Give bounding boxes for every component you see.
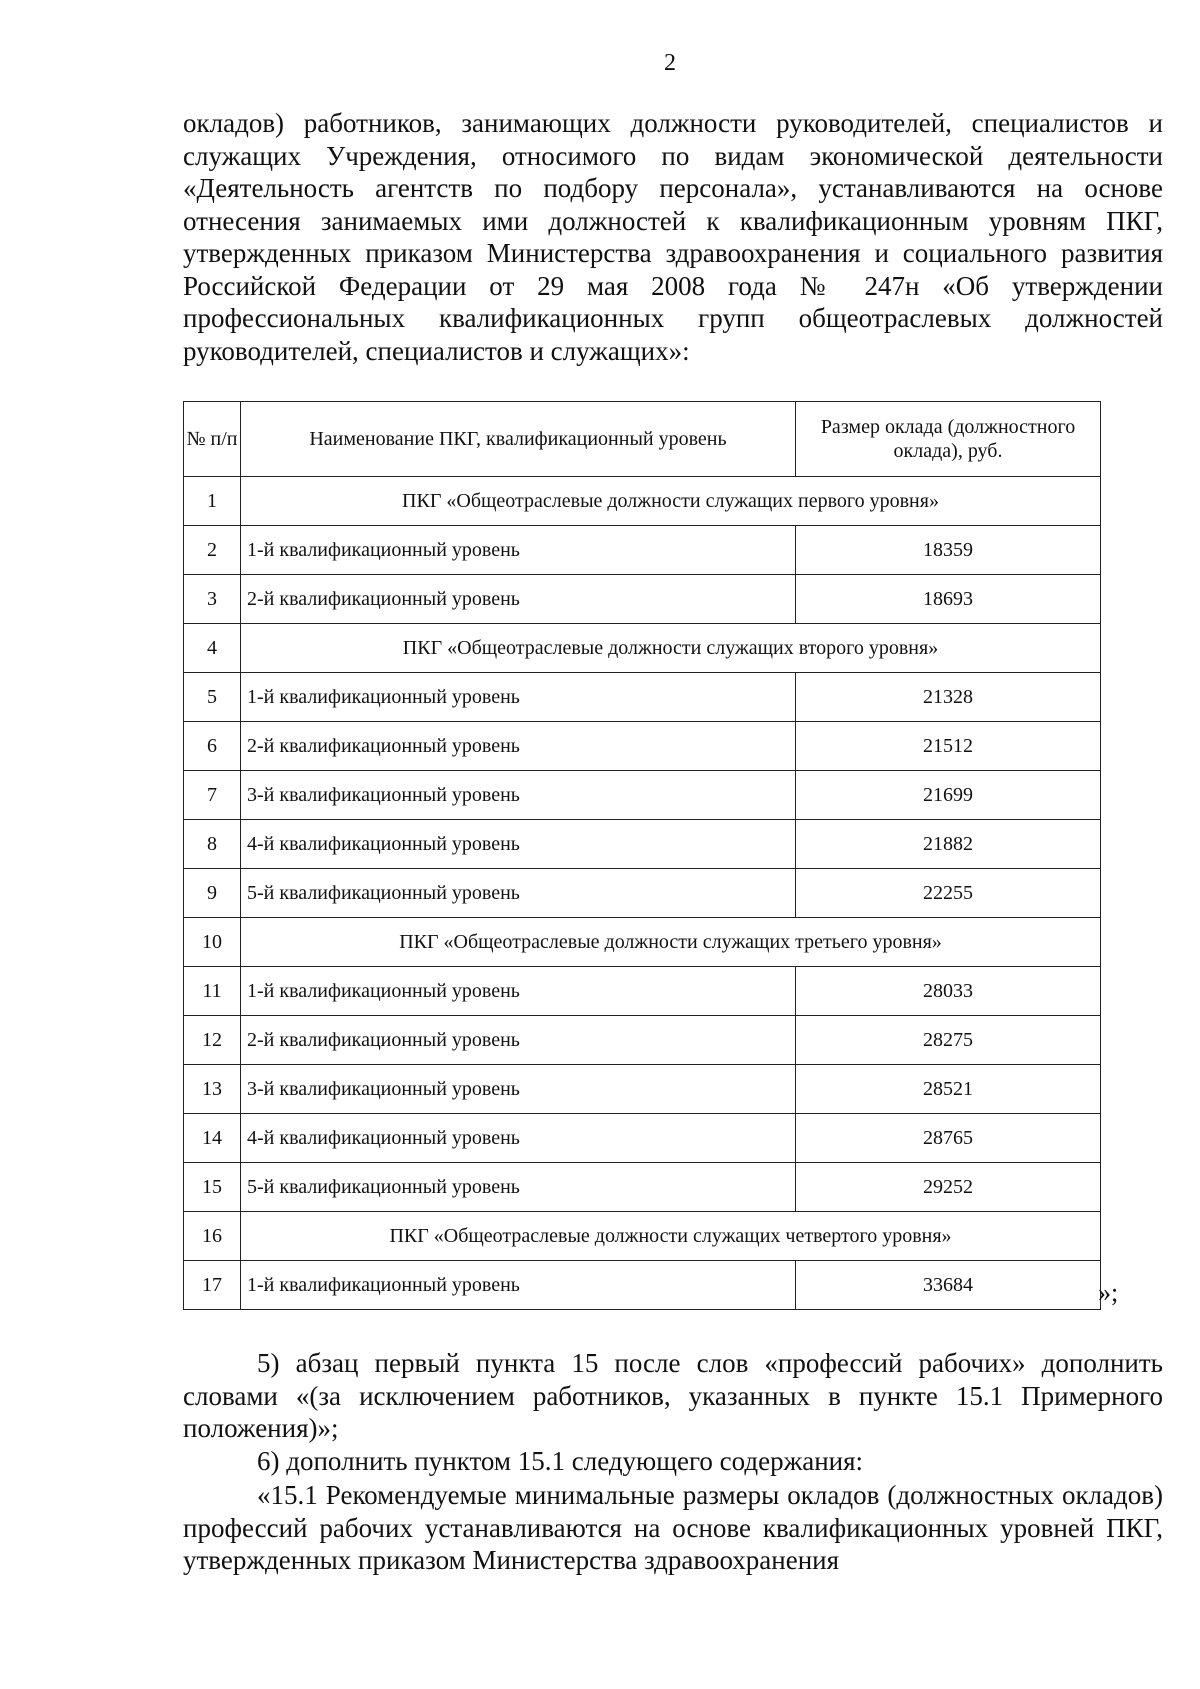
table-group-row bbox=[184, 624, 1101, 673]
qualification-level: 2-й квалификационный уровень bbox=[241, 575, 796, 624]
table-row bbox=[184, 1163, 1101, 1212]
row-number: 1 bbox=[184, 477, 241, 526]
row-number: 13 bbox=[184, 1065, 241, 1114]
group-title: ПКГ «Общеотраслевые должности служащих четвертого уровня» bbox=[241, 1212, 1101, 1261]
qualification-level: 1-й квалификационный уровень bbox=[241, 673, 796, 722]
table-row bbox=[184, 673, 1101, 722]
salary-value: 18693 bbox=[796, 575, 1101, 624]
table-closing-quote: »; bbox=[1098, 1278, 1119, 1307]
row-number: 15 bbox=[184, 1163, 241, 1212]
table-row bbox=[184, 1016, 1101, 1065]
table-group-row bbox=[184, 1212, 1101, 1261]
row-number: 5 bbox=[184, 673, 241, 722]
header-name: Наименование ПКГ, квалификационный уровень bbox=[241, 402, 796, 477]
item-6-paragraph: 6) дополнить пунктом 15.1 следующего содержания: bbox=[257, 1446, 864, 1476]
salary-value: 18359 bbox=[796, 526, 1101, 575]
qualification-level: 4-й квалификационный уровень bbox=[241, 1114, 796, 1163]
table-body bbox=[184, 477, 1101, 1310]
salary-table bbox=[183, 401, 1101, 1310]
salary-value: 28765 bbox=[796, 1114, 1101, 1163]
qualification-level: 3-й квалификационный уровень bbox=[241, 1065, 796, 1114]
table-row bbox=[184, 575, 1101, 624]
table-row bbox=[184, 771, 1101, 820]
table-row bbox=[184, 722, 1101, 771]
row-number: 6 bbox=[184, 722, 241, 771]
salary-value: 28275 bbox=[796, 1016, 1101, 1065]
row-number: 17 bbox=[184, 1261, 241, 1310]
row-number: 16 bbox=[184, 1212, 241, 1261]
row-number: 11 bbox=[184, 967, 241, 1016]
qualification-level: 4-й квалификационный уровень bbox=[241, 820, 796, 869]
table-row bbox=[184, 1261, 1101, 1310]
table-row bbox=[184, 820, 1101, 869]
row-number: 2 bbox=[184, 526, 241, 575]
item-7-paragraph: «15.1 Рекомендуемые минимальные размеры окладов (должностных окладов) профессий рабочих устанавливаются на основе квалификационных уровней ПКГ, утвержденных приказом Министерства здравоохранения bbox=[183, 1480, 1163, 1575]
row-number: 4 bbox=[184, 624, 241, 673]
row-number: 14 bbox=[184, 1114, 241, 1163]
qualification-level: 5-й квалификационный уровень bbox=[241, 1163, 796, 1212]
salary-value: 29252 bbox=[796, 1163, 1101, 1212]
table-row bbox=[184, 869, 1101, 918]
row-number: 3 bbox=[184, 575, 241, 624]
qualification-level: 3-й квалификационный уровень bbox=[241, 771, 796, 820]
salary-value: 33684 bbox=[796, 1261, 1101, 1310]
table-group-row bbox=[184, 477, 1101, 526]
row-number: 9 bbox=[184, 869, 241, 918]
group-title: ПКГ «Общеотраслевые должности служащих третьего уровня» bbox=[241, 918, 1101, 967]
table-row bbox=[184, 1065, 1101, 1114]
qualification-level: 2-й квалификационный уровень bbox=[241, 722, 796, 771]
page-number: 2 bbox=[664, 50, 676, 76]
salary-value: 28033 bbox=[796, 967, 1101, 1016]
row-number: 8 bbox=[184, 820, 241, 869]
group-title: ПКГ «Общеотраслевые должности служащих второго уровня» bbox=[241, 624, 1101, 673]
qualification-level: 1-й квалификационный уровень bbox=[241, 526, 796, 575]
salary-value: 22255 bbox=[796, 869, 1101, 918]
item-5-paragraph: 5) абзац первый пункта 15 после слов «профессий рабочих» дополнить словами «(за исключением работников, указанных в пункте 15.1 Примерного положения)»; bbox=[183, 1348, 1163, 1443]
salary-value: 28521 bbox=[796, 1065, 1101, 1114]
group-title: ПКГ «Общеотраслевые должности служащих первого уровня» bbox=[241, 477, 1101, 526]
header-value: Размер оклада (должностного оклада), руб. bbox=[796, 402, 1101, 477]
intro-paragraph: окладов) работников, занимающих должности руководителей, специалистов и служащих Учреждения, относимого по видам экономической деятельности «Деятельность агентств по подбору персонала», устанавливаются на основе отнесения занимаемых ими должностей к квалификационным уровням ПКГ, утвержденных приказом Министерства здравоохранения и социального развития Российской Федерации от 29 мая 2008 года № 247н «Об утверждении профессиональных квалификационных групп общеотраслевых должностей руководителей, специалистов и служащих»: bbox=[183, 108, 1163, 366]
table-header-row bbox=[184, 402, 1101, 477]
qualification-level: 5-й квалификационный уровень bbox=[241, 869, 796, 918]
header-num: № п/п bbox=[184, 402, 241, 477]
row-number: 10 bbox=[184, 918, 241, 967]
table-row bbox=[184, 526, 1101, 575]
row-number: 7 bbox=[184, 771, 241, 820]
salary-value: 21882 bbox=[796, 820, 1101, 869]
table-row bbox=[184, 967, 1101, 1016]
qualification-level: 1-й квалификационный уровень bbox=[241, 1261, 796, 1310]
salary-value: 21328 bbox=[796, 673, 1101, 722]
table-group-row bbox=[184, 918, 1101, 967]
salary-value: 21512 bbox=[796, 722, 1101, 771]
table-row bbox=[184, 1114, 1101, 1163]
row-number: 12 bbox=[184, 1016, 241, 1065]
qualification-level: 2-й квалификационный уровень bbox=[241, 1016, 796, 1065]
qualification-level: 1-й квалификационный уровень bbox=[241, 967, 796, 1016]
salary-value: 21699 bbox=[796, 771, 1101, 820]
